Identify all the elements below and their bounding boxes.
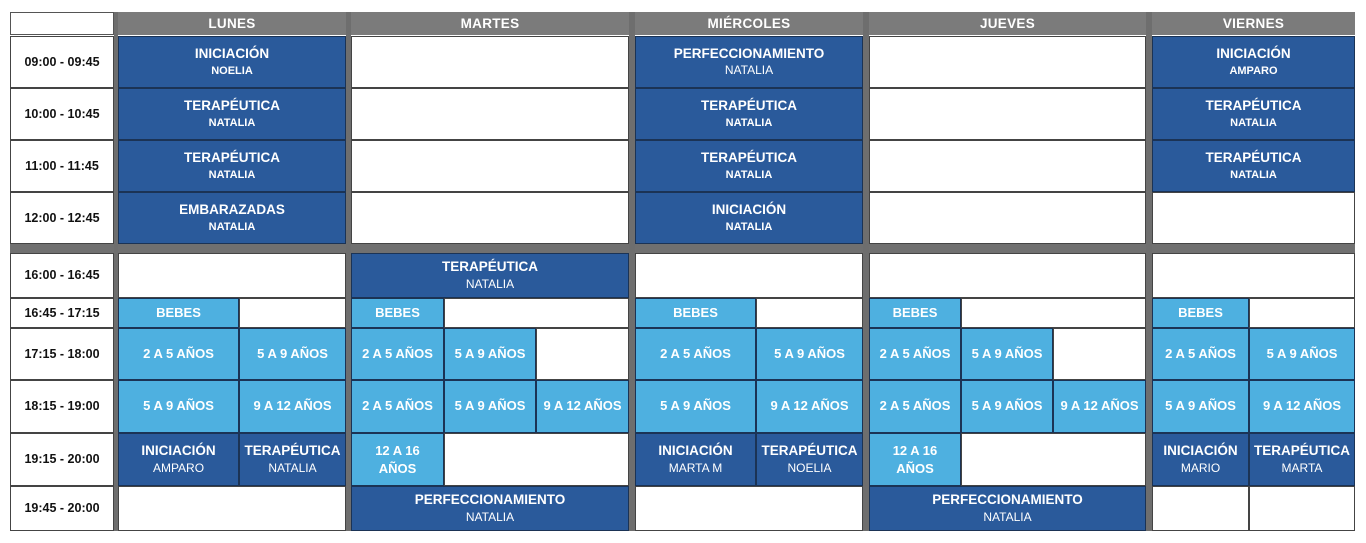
empty-slot [961,298,1146,328]
class-cell-lunes [239,433,346,486]
class-title: TERAPÉUTICA [183,98,280,114]
instructor-name: NATALIA [465,509,515,524]
instructor-name: NATALIA [725,220,773,233]
empty-slot [1053,328,1146,380]
class-title: 2 A 5 AÑOS [879,345,951,361]
class-cell-jueves [961,328,1053,380]
class-title: INICIACIÓN [658,443,733,459]
class-cell-miercoles [756,380,863,433]
empty-slot [351,192,629,244]
empty-slot [869,36,1146,88]
instructor-name: NATALIA [724,63,774,78]
class-cell-jueves [869,328,961,380]
empty-slot [635,486,863,531]
class-title: TERAPÉUTICA [183,150,280,166]
class-cell-lunes [239,328,346,380]
class-title: 9 A 12 AÑOS [543,398,622,414]
instructor-name: NATALIA [1230,116,1277,129]
class-title: 5 A 9 AÑOS [971,345,1043,361]
time-label: 11:00 - 11:45 [10,140,114,192]
class-cell-miercoles [635,380,756,433]
class-cell-miercoles [635,88,863,140]
instructor-name: NATALIA [983,509,1032,524]
instructor-name: NATALIA [208,116,256,129]
empty-slot [961,433,1146,486]
class-cell-miercoles [635,192,863,244]
class-title: TERAPÉUTICA [1205,150,1302,166]
class-title: BEBES [673,304,718,320]
class-cell-viernes [1152,36,1355,88]
class-title: 5 A 9 AÑOS [774,345,845,361]
class-cell-viernes [1152,328,1249,380]
empty-slot [635,253,863,298]
class-title: BEBES [1178,304,1223,320]
class-title: BEBES [375,304,420,320]
time-label: 12:00 - 12:45 [10,192,114,244]
class-cell-miercoles [756,433,863,486]
instructor-name: NATALIA [268,460,317,475]
empty-slot [756,298,863,328]
empty-slot [869,140,1146,192]
class-title: INICIACIÓN [194,46,270,62]
class-title: TERAPÉUTICA [441,259,538,275]
class-title: TERAPÉUTICA [761,443,858,459]
class-cell-martes [351,328,444,380]
empty-slot [869,88,1146,140]
time-label: 09:00 - 09:45 [10,36,114,88]
class-title: 9 A 12 AÑOS [1262,398,1342,414]
class-title: 2 A 5 AÑOS [879,398,951,414]
class-title: 5 A 9 AÑOS [143,398,214,414]
class-title: TERAPÉUTICA [1253,443,1350,459]
instructor-name: NATALIA [465,276,515,291]
class-title: TERAPÉUTICA [244,443,341,459]
empty-slot [239,298,346,328]
instructor-name: NATALIA [725,168,773,181]
empty-slot [1152,486,1249,531]
class-cell-martes [444,380,536,433]
time-label: 18:15 - 19:00 [10,380,114,433]
class-cell-lunes [118,433,239,486]
class-cell-jueves [869,433,961,486]
class-title: TERAPÉUTICA [700,98,797,114]
instructor-name: NATALIA [208,168,256,181]
empty-slot [444,298,629,328]
header-martes: MARTES [351,12,629,35]
time-label: 19:15 - 20:00 [10,433,114,486]
class-cell-martes [444,328,536,380]
class-title: 2 A 5 AÑOS [143,345,214,361]
class-title: INICIACIÓN [1216,46,1291,62]
instructor-name: AMPARO [1229,64,1278,77]
header-jueves: JUEVES [869,12,1146,35]
class-cell-lunes [118,298,239,328]
instructor-name: AMPARO [152,460,205,475]
class-cell-jueves [869,380,961,433]
class-title: 5 A 9 AÑOS [1165,398,1236,414]
empty-slot [536,328,629,380]
class-cell-jueves [869,486,1146,531]
class-title: TERAPÉUTICA [1205,98,1302,114]
class-title: BEBES [156,304,201,320]
class-title: PERFECCIONAMIENTO [932,492,1083,508]
empty-slot [351,36,629,88]
class-cell-lunes [118,328,239,380]
class-title: 5 A 9 AÑOS [454,398,526,414]
class-cell-miercoles [756,328,863,380]
class-title: TERAPÉUTICA [700,150,797,166]
class-title: 12 A 16 AÑOS [892,442,938,476]
empty-slot [869,253,1146,298]
class-cell-lunes [118,36,346,88]
class-title: BEBES [892,304,938,320]
time-label: 16:00 - 16:45 [10,253,114,298]
class-title: EMBARAZADAS [179,202,285,218]
time-label: 10:00 - 10:45 [10,88,114,140]
class-title: 2 A 5 AÑOS [660,345,731,361]
class-cell-viernes [1152,380,1249,433]
class-cell-miercoles [635,36,863,88]
instructor-name: NATALIA [725,116,773,129]
class-cell-jueves [961,380,1053,433]
class-title: 5 A 9 AÑOS [1266,345,1338,361]
header-miercoles: MIÉRCOLES [635,12,863,35]
empty-slot [351,88,629,140]
class-title: 12 A 16 AÑOS [375,442,420,476]
class-cell-martes [351,380,444,433]
class-title: 9 A 12 AÑOS [253,398,332,414]
class-cell-lunes [118,88,346,140]
instructor-name: MARTA M [668,460,723,475]
class-cell-lunes [118,380,239,433]
class-title: 5 A 9 AÑOS [971,398,1043,414]
instructor-name: NOELIA [787,460,832,475]
header-lunes: LUNES [118,12,346,35]
instructor-name: NOELIA [211,64,253,77]
empty-slot [444,433,629,486]
class-cell-jueves [1053,380,1146,433]
class-cell-miercoles [635,298,756,328]
class-cell-viernes [1152,140,1355,192]
class-title: 5 A 9 AÑOS [454,345,526,361]
section-separator [10,244,1355,253]
class-cell-viernes [1152,433,1249,486]
instructor-name: MARIO [1180,460,1221,475]
class-cell-martes [351,298,444,328]
class-cell-jueves [869,298,961,328]
class-title: INICIACIÓN [711,202,787,218]
time-label: 16:45 - 17:15 [10,298,114,328]
class-cell-viernes [1152,298,1249,328]
instructor-name: NATALIA [1230,168,1277,181]
class-title: 5 A 9 AÑOS [257,345,328,361]
empty-slot [1152,192,1355,244]
corner-cell [10,12,114,35]
class-title: 2 A 5 AÑOS [1165,345,1236,361]
class-cell-viernes [1152,88,1355,140]
empty-slot [1249,298,1355,328]
header-viernes: VIERNES [1152,12,1355,35]
class-cell-miercoles [635,140,863,192]
class-title: PERFECCIONAMIENTO [673,45,825,61]
class-cell-lunes [118,192,346,244]
empty-slot [1152,253,1355,298]
class-cell-lunes [118,140,346,192]
time-label: 19:45 - 20:00 [10,486,114,531]
class-title: 5 A 9 AÑOS [660,398,731,414]
class-title: INICIACIÓN [141,443,216,459]
empty-slot [118,253,346,298]
instructor-name: NATALIA [208,220,256,233]
class-cell-viernes [1249,328,1355,380]
class-title: 9 A 12 AÑOS [1060,398,1139,414]
empty-slot [869,192,1146,244]
class-cell-martes [351,486,629,531]
class-cell-martes [536,380,629,433]
empty-slot [118,486,346,531]
class-title: INICIACIÓN [1163,443,1238,459]
class-title: 9 A 12 AÑOS [770,398,849,414]
class-cell-lunes [239,380,346,433]
class-cell-martes [351,433,444,486]
class-cell-miercoles [635,433,756,486]
class-title: 2 A 5 AÑOS [362,398,433,414]
class-cell-viernes [1249,380,1355,433]
empty-slot [1249,486,1355,531]
class-cell-viernes [1249,433,1355,486]
class-cell-martes [351,253,629,298]
empty-slot [351,140,629,192]
time-label: 17:15 - 18:00 [10,328,114,380]
class-title: 2 A 5 AÑOS [362,345,433,361]
instructor-name: MARTA [1281,460,1323,475]
class-cell-miercoles [635,328,756,380]
class-title: PERFECCIONAMIENTO [414,492,566,508]
